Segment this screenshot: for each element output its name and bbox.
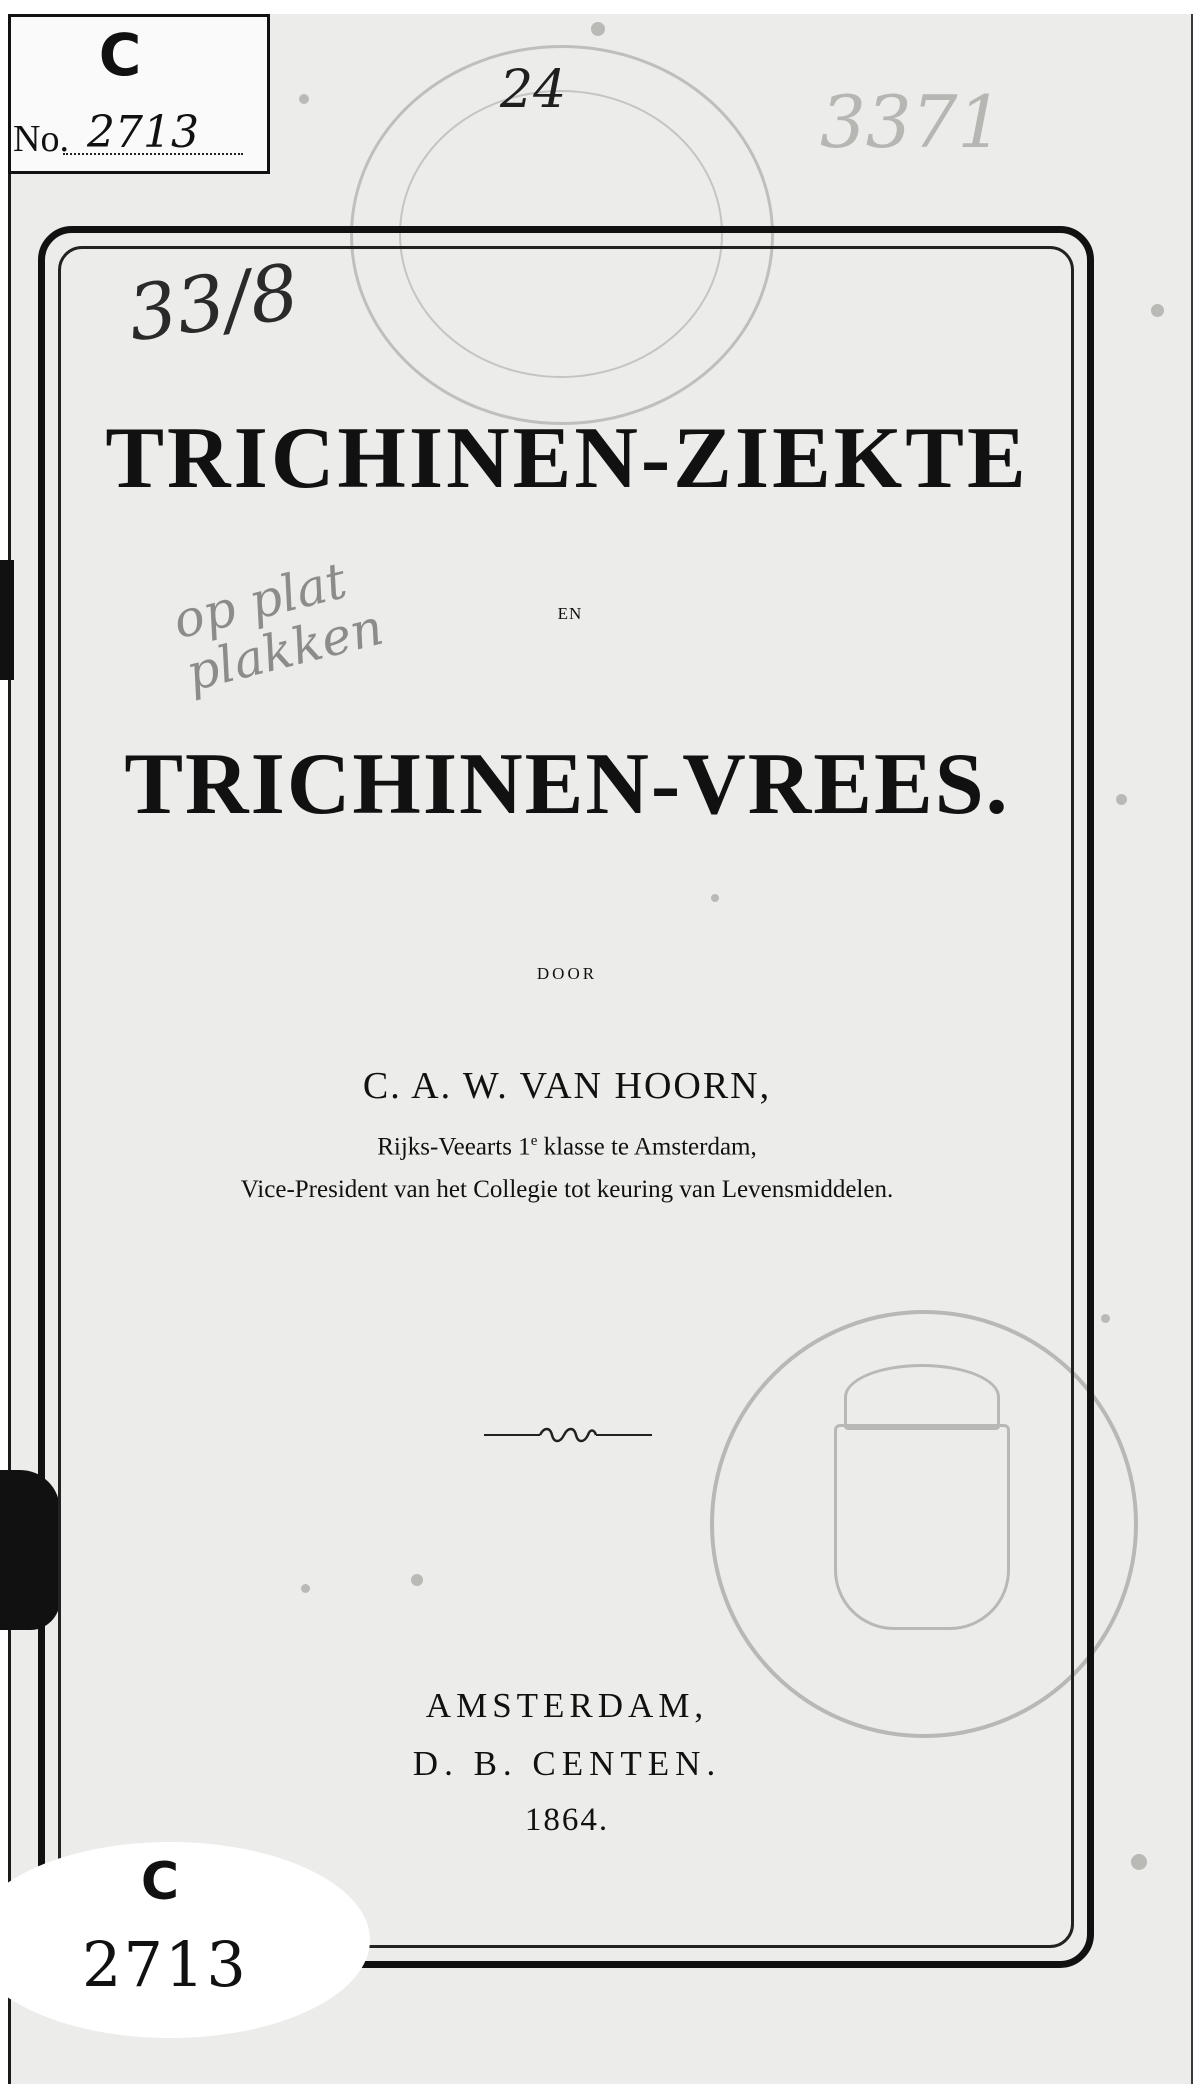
- author-role-1-superscript: e: [530, 1133, 538, 1149]
- label-letter: C: [98, 21, 142, 89]
- paper-speck: [1101, 1314, 1110, 1323]
- label-bottom-letter: C: [140, 1852, 180, 1912]
- author-name: C. A. W. VAN HOORN,: [362, 1065, 772, 1107]
- handwritten-shelf-mark: 33/8: [122, 246, 305, 359]
- by-line: DOOR: [536, 964, 598, 983]
- paper-speck: [591, 22, 605, 36]
- publication-year: 1864.: [524, 1802, 610, 1838]
- author-role-1: [0, 1133, 1134, 1161]
- label-number-prefix: No.: [13, 118, 69, 160]
- label-number-value: 2713: [87, 107, 199, 158]
- author-role-1-text-end: klasse te Amsterdam,: [537, 1133, 757, 1161]
- label-bottom-number: 2713: [82, 1928, 248, 2001]
- paper-speck: [1131, 1854, 1147, 1870]
- title-conjunction: EN: [557, 604, 583, 623]
- publication-place: AMSTERDAM,: [425, 1686, 709, 1725]
- publisher-name: D. B. CENTEN.: [412, 1744, 722, 1783]
- handwritten-faint-number: 3371: [820, 80, 1004, 164]
- ornament-flourish-icon: [482, 1422, 654, 1446]
- paper-speck: [1151, 304, 1164, 317]
- author-role-2: Vice-President van het Collegie tot keuring van Levensmiddelen.: [240, 1176, 894, 1203]
- handwritten-note: op plat plakken: [167, 551, 389, 703]
- library-label-top: [8, 14, 270, 174]
- title-line-2: TRICHINEN-VREES.: [124, 736, 1010, 833]
- title-line-1: TRICHINEN-ZIEKTE: [105, 410, 1029, 507]
- paper-speck: [299, 94, 309, 104]
- author-role-1-text: Rijks-Veearts 1: [377, 1133, 531, 1161]
- handwritten-number: 24: [500, 60, 567, 120]
